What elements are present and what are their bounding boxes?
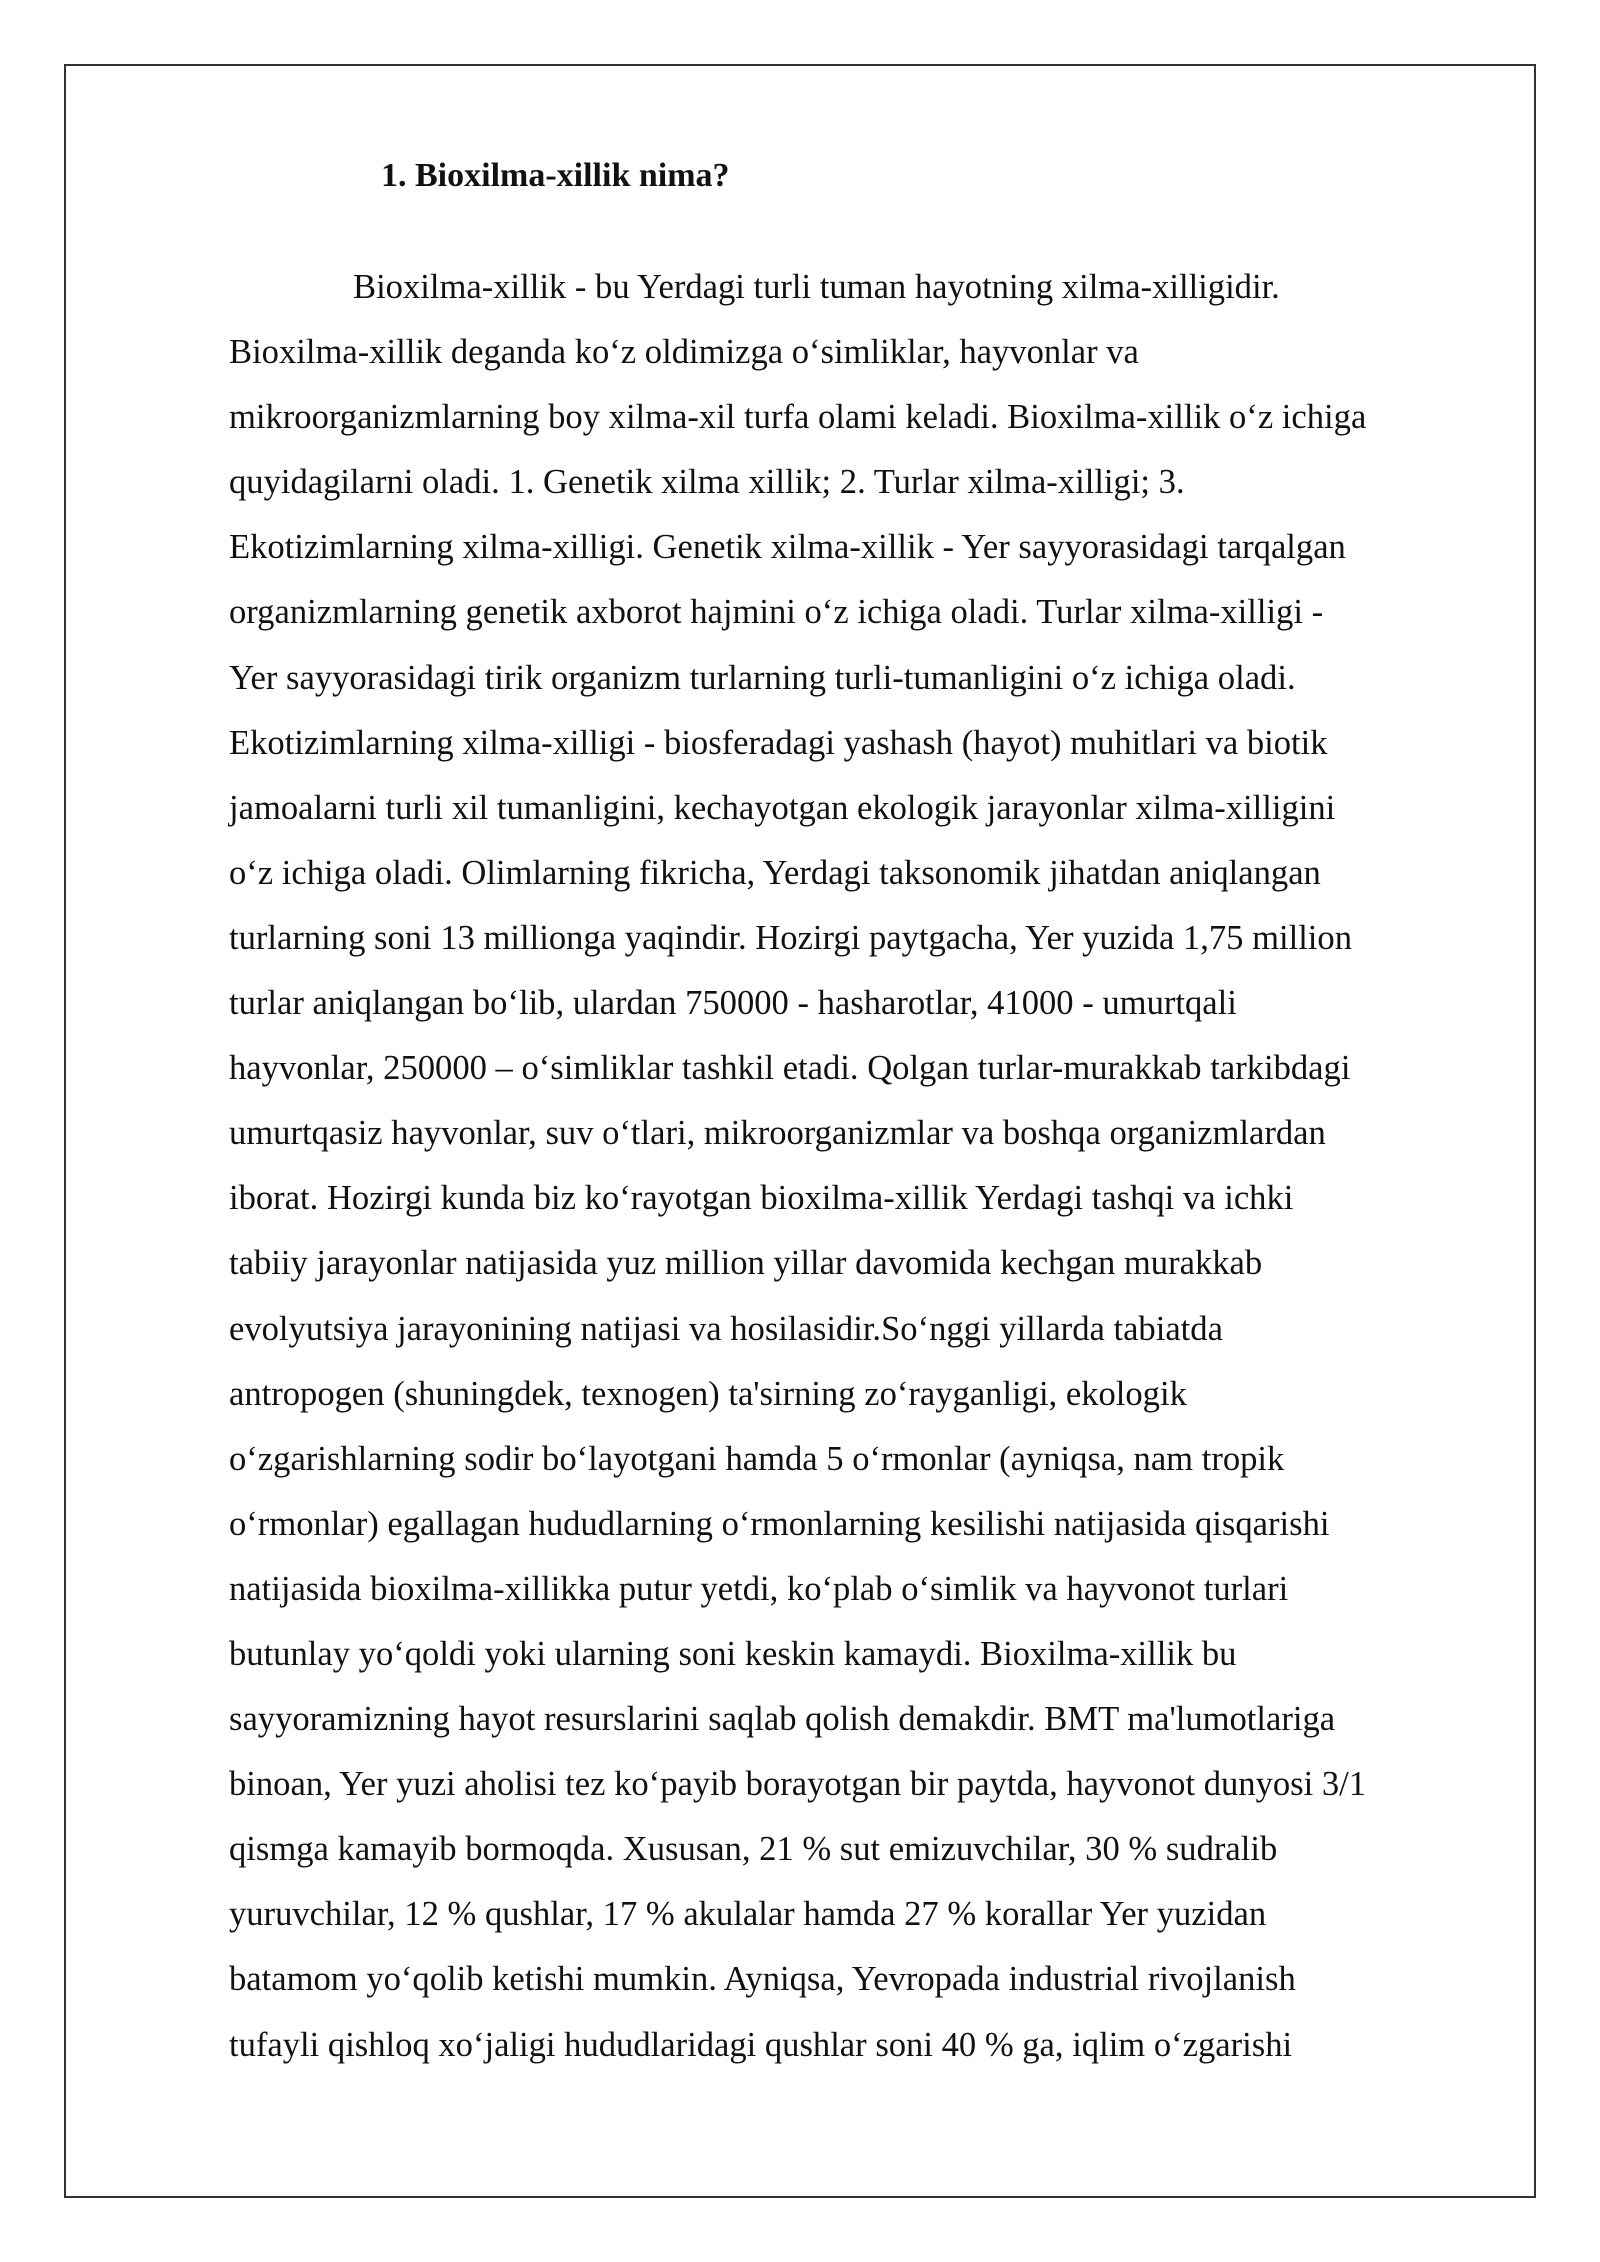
- paragraph-line: o‘rmonlar) egallagan hududlarning o‘rmonlarning kesilishi natijasida qisqarishi: [229, 1504, 1330, 1543]
- paragraph-line: antropogen (shuningdek, texnogen) ta'sirning zo‘rayganligi, ekologik: [229, 1374, 1187, 1413]
- paragraph-line: hayvonlar, 250000 – o‘simliklar tashkil etadi. Qolgan turlar-murakkab tarkibdagi: [229, 1049, 1351, 1088]
- paragraph-line: Yer sayyorasidagi tirik organizm turlarning turli-tumanligini o‘z ichiga oladi.: [229, 658, 1296, 697]
- paragraph-line: batamom yo‘qolib ketishi mumkin. Ayniqsa, Yevropada industrial rivojlanish: [229, 1960, 1296, 1999]
- paragraph-line: tufayli qishloq xo‘jaligi hududlaridagi qushlar soni 40 % ga, iqlim o‘zgarishi: [229, 2025, 1293, 2064]
- paragraph-line: binoan, Yer yuzi aholisi tez ko‘payib borayotgan bir paytda, hayvonot dunyosi 3/1: [229, 1765, 1367, 1804]
- paragraph-line: sayyoramizning hayot resurslarini saqlab qolish demakdir. BMT ma'lumotlariga: [229, 1700, 1336, 1739]
- paragraph-line: iborat. Hozirgi kunda biz ko‘rayotgan bioxilma-xillik Yerdagi tashqi va ichki: [229, 1179, 1294, 1218]
- paragraph-line: o‘z ichiga oladi. Olimlarning fikricha, Yerdagi taksonomik jihatdan aniqlangan: [229, 853, 1321, 892]
- paragraph-line: Bioxilma-xillik - bu Yerdagi turli tuman hayotning xilma-xilligidir.: [353, 268, 1280, 306]
- paragraph-line: organizmlarning genetik axborot hajmini o‘z ichiga oladi. Turlar xilma-xilligi -: [229, 593, 1324, 632]
- paragraph-line: natijasida bioxilma-xillikka putur yetdi, ko‘plab o‘simlik va hayvonot turlari: [229, 1569, 1289, 1608]
- section-heading: 1. Bioxilma-xillik nima?: [381, 157, 730, 194]
- paragraph-line: Bioxilma-xillik deganda ko‘z oldimizga o‘simliklar, hayvonlar va: [229, 333, 1139, 372]
- paragraph-line: quyidagilarni oladi. 1. Genetik xilma xillik; 2. Turlar xilma-xilligi; 3.: [229, 463, 1185, 502]
- paragraph-line: o‘zgarishlarning sodir bo‘layotgani hamda 5 o‘rmonlar (ayniqsa, nam tropik: [229, 1439, 1285, 1478]
- paragraph-line: jamoalarni turli xil tumanligini, kechayotgan ekologik jarayonlar xilma-xilligini: [229, 788, 1336, 827]
- paragraph-line: qismga kamayib bormoqda. Xususan, 21 % sut emizuvchilar, 30 % sudralib: [229, 1830, 1278, 1869]
- paragraph-line: butunlay yo‘qoldi yoki ularning soni keskin kamaydi. Bioxilma-xillik bu: [229, 1634, 1237, 1673]
- paragraph-line: turlarning soni 13 millionga yaqindir. Hozirgi paytgacha, Yer yuzida 1,75 million: [229, 918, 1352, 957]
- paragraph-line: mikroorganizmlarning boy xilma-xil turfa olami keladi. Bioxilma-xillik o‘z ichiga: [229, 398, 1367, 437]
- paragraph-line: yuruvchilar, 12 % qushlar, 17 % akulalar hamda 27 % korallar Yer yuzidan: [229, 1895, 1267, 1934]
- paragraph-line: turlar aniqlangan bo‘lib, ulardan 750000 - hasharotlar, 41000 - umurtqali: [229, 984, 1237, 1023]
- paragraph-line: tabiiy jarayonlar natijasida yuz million yillar davomida kechgan murakkab: [229, 1244, 1263, 1283]
- paragraph-line: Ekotizimlarning xilma-xilligi. Genetik xilma-xillik - Yer sayyorasidagi tarqalgan: [229, 528, 1346, 567]
- paragraph-line: evolyutsiya jarayonining natijasi va hosilasidir.So‘nggi yillarda tabiatda: [229, 1309, 1223, 1348]
- paragraph-line: Ekotizimlarning xilma-xilligi - biosferadagi yashash (hayot) muhitlari va biotik: [229, 723, 1328, 762]
- paragraph-line: umurtqasiz hayvonlar, suv o‘tlari, mikroorganizmlar va boshqa organizmlardan: [229, 1114, 1326, 1153]
- body-paragraph: [229, 255, 1479, 2078]
